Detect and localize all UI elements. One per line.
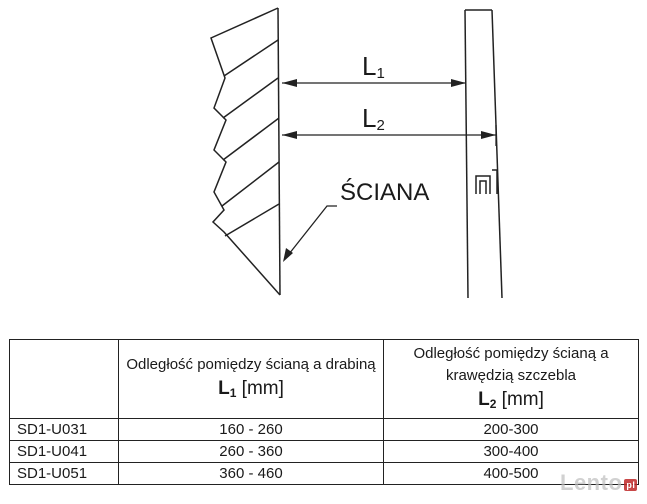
row-code: SD1-U051 (10, 463, 119, 485)
header-l2-unit: $L_2$ [mm] (478, 389, 544, 411)
table-row (10, 441, 639, 463)
wall-hatch (222, 162, 279, 206)
header-l2-cell (384, 340, 639, 419)
header-code-cell (10, 340, 119, 419)
ladder-rung-profile (476, 170, 497, 194)
wall-label: ŚCIANA (340, 179, 430, 206)
wall-hatch (223, 78, 278, 118)
row-l2-value: 300-400 (384, 441, 639, 463)
wall-jagged-edge (211, 8, 280, 295)
wall-hatch (224, 40, 278, 76)
wall-hatch (225, 204, 279, 236)
dimension-l2 (282, 125, 496, 146)
table-header-row (10, 340, 639, 419)
header-l1-description: Odległość pomiędzy ścianą a drabiną (126, 356, 376, 373)
wall-leader-line (283, 206, 337, 262)
watermark-logo: Lento pl (560, 470, 636, 495)
row-code: SD1-U031 (10, 419, 119, 441)
distance-spec-table (9, 339, 639, 485)
wall-face-line (278, 8, 280, 295)
header-l2-description: Odległość pomiędzy ścianą a krawędzią szczebla (413, 345, 609, 384)
row-code: SD1-U041 (10, 441, 119, 463)
row-l2-value: 200-300 (384, 419, 639, 441)
row-l1-value: 160 - 260 (119, 419, 384, 441)
row-l2-value: 400-500 (384, 463, 639, 485)
dimension-l2-label: L2 (362, 103, 385, 134)
wall-section (211, 8, 280, 295)
header-l1-cell (119, 340, 384, 419)
table-row (10, 463, 639, 485)
row-l1-value: 360 - 460 (119, 463, 384, 485)
row-l1-value: 260 - 360 (119, 441, 384, 463)
dimension-l1-label: L1 (362, 51, 385, 82)
table-row (10, 419, 639, 441)
header-l1-unit: $L_1$ [mm] (218, 378, 284, 400)
ladder-rail (465, 10, 502, 298)
wall-hatch (223, 118, 279, 160)
